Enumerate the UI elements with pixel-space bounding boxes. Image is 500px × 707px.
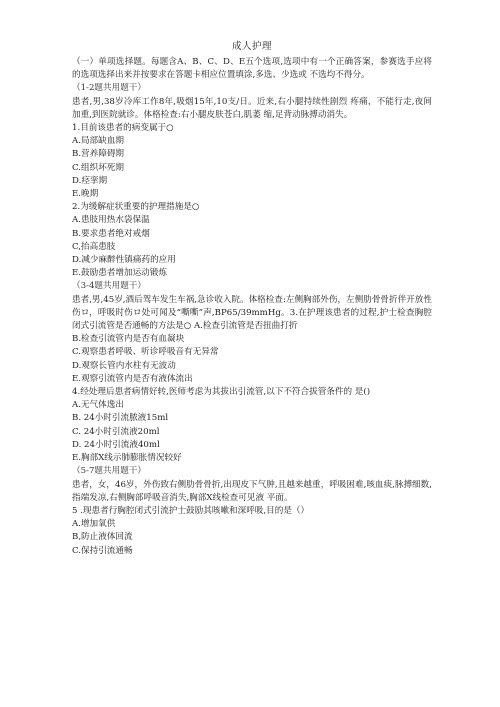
answer-option: D.痉挛期 (72, 175, 108, 186)
answer-option: E.鼓励患者增加运动锻炼 (72, 268, 167, 279)
answer-option: A.无气体逸出 (72, 400, 124, 411)
case-stem: 患者,男,45岁,酒后驾车发生车祸,急诊收入院。体格检查:左侧胸部外伤，左侧肋骨骨折伴开放性伤ロ，呼吸时伤ロ处可闻及“嘶嘶”声,BP65/39mmHg。3.在护理该患者的过程,护士检查胸腔闭式引流管是否通畅的方法是○ A.检查引流管是否扭曲打折 (72, 294, 432, 332)
answer-option: B,防止液体回流 (72, 532, 133, 543)
answer-option: B.营养障碍期 (72, 149, 125, 160)
question-group-header: （5-7题共用题干） (72, 466, 146, 477)
answer-option: A.局部缺血期 (72, 136, 124, 147)
question-stem: 1.目前该患者的病变属于○ (72, 123, 174, 134)
document-body (72, 40, 432, 558)
answer-option: A.患肢用热水袋保温 (72, 215, 150, 226)
answer-option: E.胸部X线示肺膨胀情况较好 (72, 453, 182, 464)
answer-option: C,抬高患肢 (72, 241, 116, 252)
answer-option: C.组织坏死期 (72, 162, 124, 173)
question-group-header: （3-4题共用题干） (72, 281, 146, 292)
answer-option: C.观察患者呼吸、听诊呼吸音有无异常 (72, 347, 219, 358)
answer-option: D. 24小时引流液40ml (72, 439, 160, 450)
answer-option: E.观察引流管内是否有液体流出 (72, 373, 193, 384)
question-stem: 4.经处理后患者病情好转,医师考虑为其拔出引流管,以下不符合拔管条件的 是() (72, 387, 371, 398)
question-stem: 2.为缓解症状重要的护理措施是○ (72, 202, 200, 213)
question-stem: 5 .现患者行胸腔闭式引流护士鼓励其咳嗽和深呼吸,目的是（） (72, 505, 310, 516)
answer-option: C.保持引流通畅 (72, 545, 133, 556)
section-instructions: （一）单项选择题。每题含A、B、C、D、E五个选项,选项中有一个正确答案，参赛选手应将的选项选择出来并按要求在答题卡相应位置填涂,多选、少选或 不选均不得分。 (72, 57, 432, 81)
answer-option: D.观察长管内水柱有无波动 (72, 360, 176, 371)
answer-option: C. 24小时引流液20ml (72, 426, 160, 437)
answer-option: B.要求患者绝对戒烟 (72, 228, 150, 239)
answer-option: B. 24小时引流脓液15ml (72, 413, 169, 424)
case-stem: 患者,男,38岁冷库工作8年,吸烟15年,10支/日。近来,右小腿持续性剧烈 疼痛，不能行走,夜间加重,到医院就诊。体格检查:右小腿皮肤苍白,肌萎 缩,足背动脉搏动消失。 (72, 96, 432, 120)
document-title: 成人护理 (231, 41, 272, 52)
answer-option: B.检查引流管内是否有血凝块 (72, 334, 185, 345)
answer-option: D.减少麻醉性镇痛药的应用 (72, 255, 176, 266)
question-group-header: （1-2题共用题干） (72, 83, 146, 94)
answer-option: E.晚期 (72, 189, 99, 200)
answer-option: A.增加氧供 (72, 519, 116, 530)
case-stem: 患者，女，46岁，外伤致右侧肋骨骨折,出现皮下气肿,且越来越重，呼吸困难,咳血痰,脉搏细数,指端发凉,右侧胸部呼吸音消失,胸部X线检查可见液 平面。 (72, 479, 432, 503)
